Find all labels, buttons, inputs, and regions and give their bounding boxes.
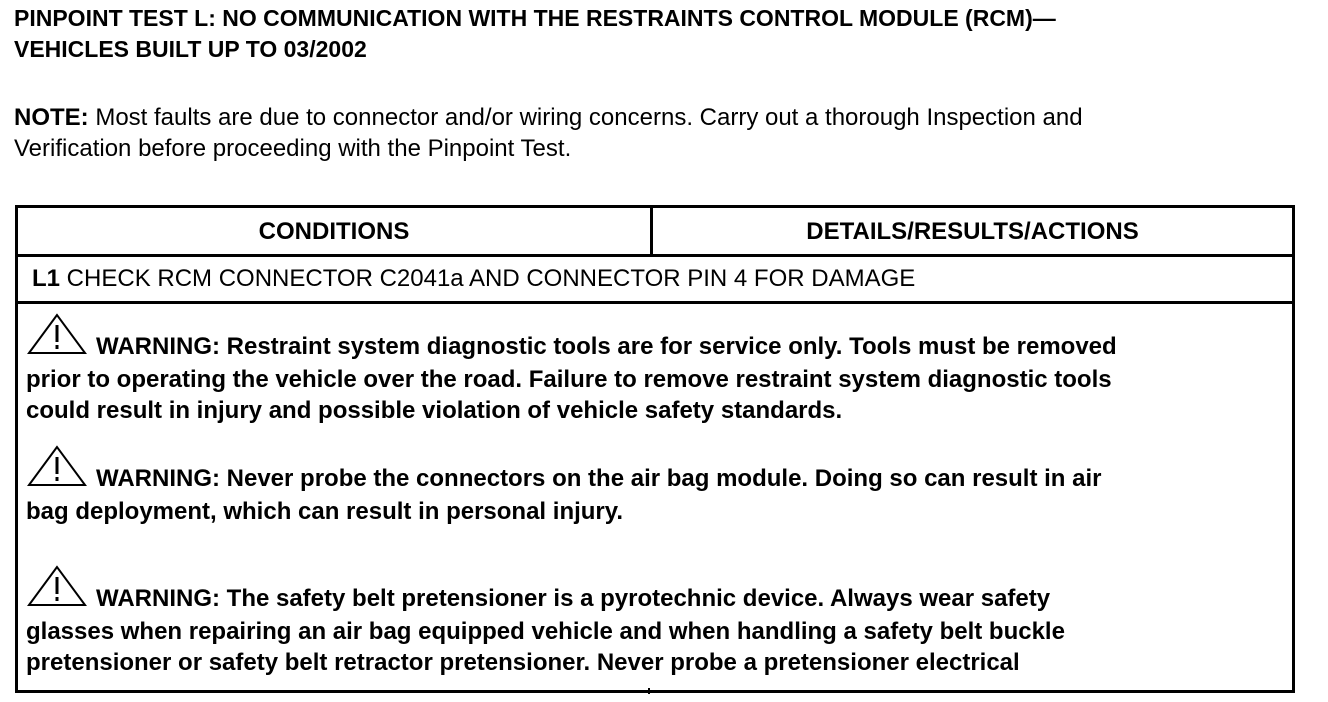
warning-triangle-icon xyxy=(26,444,88,496)
note-text-1: Most faults are due to connector and/or wiring concerns. Carry out a thorough Inspection and xyxy=(88,104,1083,131)
warning-triangle-icon xyxy=(26,564,88,616)
warning-2-line-2: bag deployment, which can result in personal injury. xyxy=(26,498,623,525)
step-title: CHECK RCM CONNECTOR C2041a AND CONNECTOR PIN 4 FOR DAMAGE xyxy=(60,265,916,292)
column-divider-tick xyxy=(648,688,650,694)
warning-triangle-icon xyxy=(26,312,88,364)
warning-3-line-2: glasses when repairing an air bag equipped vehicle and when handling a safety belt buckle xyxy=(26,618,1065,645)
warning-2-text-1: WARNING: Never probe the connectors on the air bag module. Doing so can result in air xyxy=(96,465,1102,492)
warning-3-text-1: WARNING: The safety belt pretensioner is a pyrotechnic device. Always wear safety xyxy=(96,585,1051,612)
warning-1-line-1 xyxy=(26,312,1288,364)
note-line-2: Verification before proceeding with the Pinpoint Test. xyxy=(14,135,572,162)
note-label: NOTE: xyxy=(14,104,89,131)
title-line-1: PINPOINT TEST L: NO COMMUNICATION WITH THE RESTRAINTS CONTROL MODULE (RCM)— xyxy=(14,5,1056,31)
warning-2-line-1 xyxy=(26,444,1288,496)
step-row-l1 xyxy=(18,257,1292,304)
title-line-2: VEHICLES BUILT UP TO 03/2002 xyxy=(14,36,367,62)
table-header-row xyxy=(18,208,1292,257)
header-details-results-actions: DETAILS/RESULTS/ACTIONS xyxy=(806,218,1139,245)
step-id: L1 xyxy=(32,265,61,292)
warning-3-line-1 xyxy=(26,564,1288,616)
warning-1-line-2: prior to operating the vehicle over the road. Failure to remove restraint system diagnostic tools xyxy=(26,366,1112,393)
warning-1-line-3: could result in injury and possible violation of vehicle safety standards. xyxy=(26,397,843,424)
page-title xyxy=(14,3,1314,65)
warning-3 xyxy=(26,564,1288,678)
note-paragraph xyxy=(14,102,1314,164)
pinpoint-test-table xyxy=(15,205,1295,693)
warning-1 xyxy=(26,312,1288,426)
header-conditions: CONDITIONS xyxy=(18,208,653,254)
warning-1-text-1: WARNING: Restraint system diagnostic tools are for service only. Tools must be removed xyxy=(96,333,1117,360)
note-line-1 xyxy=(14,102,1314,133)
warning-3-line-3: pretensioner or safety belt retractor pretensioner. Never probe a pretensioner electrical xyxy=(26,649,1020,676)
warning-2 xyxy=(26,444,1288,527)
